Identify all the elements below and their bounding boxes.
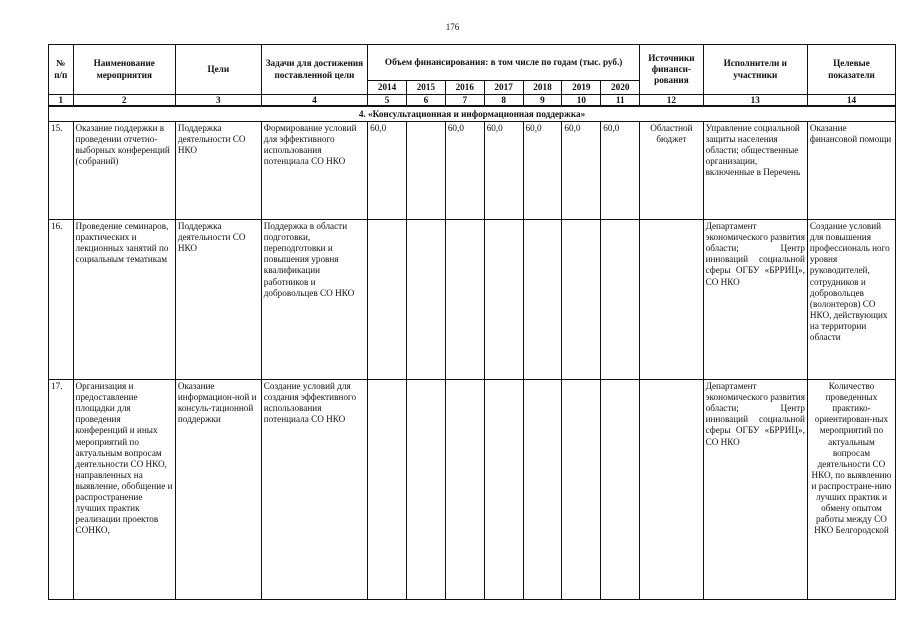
row-source: Областной бюджет	[640, 122, 703, 220]
row-executor: Управление социальной защиты населения области; общественные организации, включенные в Перечень	[703, 122, 807, 220]
table-row	[49, 220, 896, 380]
header-indicators: Целевые показатели	[807, 45, 895, 95]
row-funding	[562, 380, 601, 600]
row-funding: 60,0	[445, 122, 484, 220]
row-funding	[368, 220, 407, 380]
row-executor: Департамент экономического развития области; Центр инноваций социальной сферы ОГБУ «БРРИЦ», СО НКО	[703, 220, 807, 380]
header-year: 2016	[445, 81, 484, 95]
column-number: 1	[49, 95, 74, 107]
header-year: 2014	[368, 81, 407, 95]
page-number: 176	[445, 22, 460, 32]
column-number: 5	[368, 95, 407, 107]
section-row	[49, 106, 896, 122]
header-name: Наименование мероприятия	[73, 45, 175, 95]
header-year: 2017	[484, 81, 523, 95]
row-funding	[445, 220, 484, 380]
column-number: 13	[703, 95, 807, 107]
row-funding: 60,0	[484, 122, 523, 220]
program-table	[48, 44, 896, 600]
row-number: 16.	[49, 220, 74, 380]
row-name: Проведение семинаров, практических и лекционных занятий по социальным тематикам	[73, 220, 175, 380]
column-number: 2	[73, 95, 175, 107]
row-indicator: Оказание финансовой помощи	[807, 122, 895, 220]
column-numbers-row	[49, 95, 896, 107]
row-funding	[445, 380, 484, 600]
column-number: 7	[445, 95, 484, 107]
column-number: 9	[523, 95, 562, 107]
column-number: 3	[175, 95, 261, 107]
row-task: Поддержка в области подготовки, переподготовки и повышения уровня квалификации работников и добровольцев СО НКО	[261, 220, 367, 380]
column-number: 4	[261, 95, 367, 107]
row-funding	[406, 122, 445, 220]
table-row	[49, 380, 896, 600]
row-funding	[484, 220, 523, 380]
row-funding	[406, 380, 445, 600]
header-tasks: Задачи для достижения поставленной цели	[261, 45, 367, 95]
header-year: 2018	[523, 81, 562, 95]
row-funding	[523, 380, 562, 600]
row-goal: Поддержка деятельности СО НКО	[175, 220, 261, 380]
row-funding: 60,0	[368, 122, 407, 220]
row-funding: 60,0	[601, 122, 640, 220]
row-funding	[562, 220, 601, 380]
row-task: Формирование условий для эффективного использования потенциала СО НКО	[261, 122, 367, 220]
column-number: 8	[484, 95, 523, 107]
header-year: 2019	[562, 81, 601, 95]
row-name: Организация и предоставление площадки для проведения конференций и иных мероприятий по актуальным вопросам деятельности СО НКО, направленных на выявление, обобщение и распространение лучших практик реализации проектов СОНКО,	[73, 380, 175, 600]
header-goals: Цели	[175, 45, 261, 95]
column-number: 6	[406, 95, 445, 107]
row-goal: Поддержка деятельности СО НКО	[175, 122, 261, 220]
row-indicator: Создание условий для повышения профессиональ ного уровня руководителей, сотрудников и добровольцев (волонтеров) СО НКО, действующих на территории области	[807, 220, 895, 380]
row-funding	[484, 380, 523, 600]
header-year: 2015	[406, 81, 445, 95]
row-funding	[368, 380, 407, 600]
row-number: 15.	[49, 122, 74, 220]
row-goal: Оказание информацион-ной и консуль-тационной поддержки	[175, 380, 261, 600]
section-title: 4. «Консультационная и информационная поддержка»	[49, 106, 896, 122]
row-funding	[406, 220, 445, 380]
row-funding: 60,0	[523, 122, 562, 220]
column-number: 12	[640, 95, 703, 107]
row-task: Создание условий для создания эффективного использования потенциала СО НКО	[261, 380, 367, 600]
row-funding	[523, 220, 562, 380]
header-num: № п/п	[49, 45, 74, 95]
header-sources: Источники финанси-рования	[640, 45, 703, 95]
column-number: 11	[601, 95, 640, 107]
column-number: 14	[807, 95, 895, 107]
row-source	[640, 220, 703, 380]
header-executors: Исполнители и участники	[703, 45, 807, 95]
row-number: 17.	[49, 380, 74, 600]
table-row	[49, 122, 896, 220]
column-number: 10	[562, 95, 601, 107]
row-name: Оказание поддержки в проведении отчетно-выборных конференций (собраний)	[73, 122, 175, 220]
row-funding	[601, 220, 640, 380]
header-funding: Объем финансирования: в том числе по годам (тыс. руб.)	[368, 45, 640, 81]
row-indicator: Количество проведенных практико-ориентирован-ных мероприятий по актуальным вопросам деятельности СО НКО, по выявлению и распростране-нию лучших практик и обмену опытом работы между СО НКО Белгородской	[807, 380, 895, 600]
row-source	[640, 380, 703, 600]
row-executor: Департамент экономического развития области; Центр инноваций социальной сферы ОГБУ «БРРИЦ», СО НКО	[703, 380, 807, 600]
row-funding	[601, 380, 640, 600]
header-year: 2020	[601, 81, 640, 95]
row-funding: 60,0	[562, 122, 601, 220]
